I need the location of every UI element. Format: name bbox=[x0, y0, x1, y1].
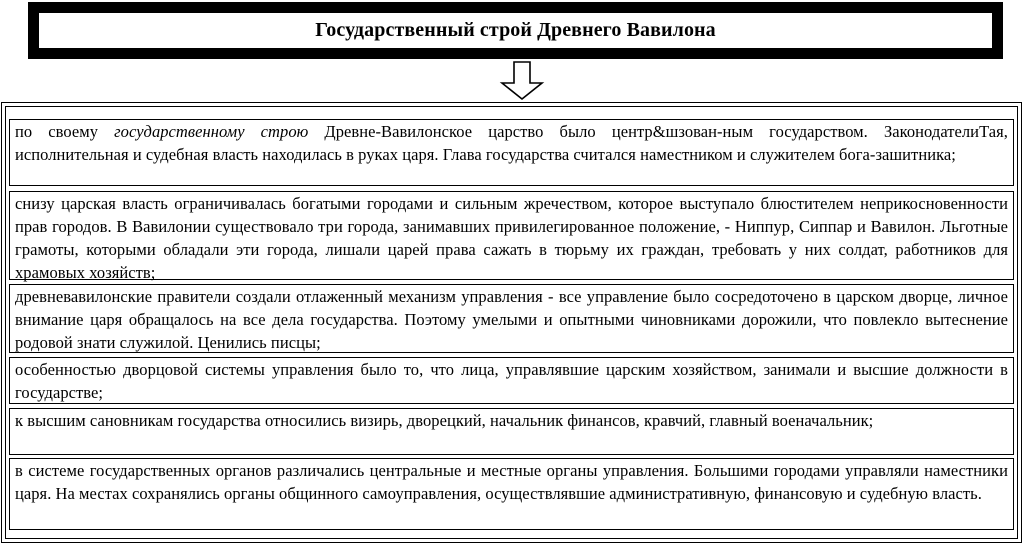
title-inner-frame bbox=[38, 12, 993, 49]
content-panel bbox=[1, 102, 1022, 543]
list-item-text: к высшим сановникам государства относились визирь, дворецкий, начальник финансов, кравчий, главный военачальник; bbox=[15, 411, 874, 430]
list-item bbox=[9, 458, 1014, 530]
down-arrow-icon bbox=[497, 61, 547, 101]
list-item-text: снизу царская власть ограничивалась богатыми городами и сильным жречеством, которое выступало блюстителем неприкосновенности прав городов. В Вавилонии существовало три города, занимавших привилегированное положение, - Ниппур, Сиппар и Вавилон. Льготные грамоты, которыми обладали эти города, лишали царей права сажать в тюрьму их граждан, требовать у них солдат, работников для храмовых хозяйств; bbox=[15, 194, 1008, 282]
list-item bbox=[9, 357, 1014, 404]
list-item bbox=[9, 408, 1014, 455]
list-item bbox=[9, 284, 1014, 353]
list-item-text bbox=[15, 120, 1008, 166]
emphasized-term: государственному строю bbox=[114, 122, 309, 141]
list-item bbox=[9, 119, 1014, 186]
list-item-text: особенностью дворцовой системы управления было то, что лица, управлявшие царским хозяйством, занимали и высшие должности в государстве; bbox=[15, 360, 1008, 402]
list-item bbox=[9, 191, 1014, 280]
text-segment: Древне-Вавилонское царство было центр&шзован-ным государством. ЗаконодателиТая, исполнительная и судебная власть находилась в руках царя. Глава государства считался наместником и служителем бога-зашитника; bbox=[15, 122, 1008, 164]
title-box bbox=[28, 2, 1003, 59]
diagram-title: Государственный строй Древнего Вавилона bbox=[315, 19, 716, 41]
text-segment: по своему bbox=[15, 122, 115, 141]
list-item-text: в системе государственных органов различались центральные и местные органы управления. Большими городами управляли наместники царя. На местах сохранялись органы общинного самоуправления, осуществлявшие административную, финансовую и судебную власть. bbox=[15, 461, 1008, 503]
list-item-text: древневавилонские правители создали отлаженный механизм управления - все управление было сосредоточено в царском дворце, личное внимание царя обращалось на все дела государства. Поэтому умелыми и опытными чиновниками дорожили, что повлекло вытеснение родовой знати служилой. Ценились писцы; bbox=[15, 287, 1008, 352]
